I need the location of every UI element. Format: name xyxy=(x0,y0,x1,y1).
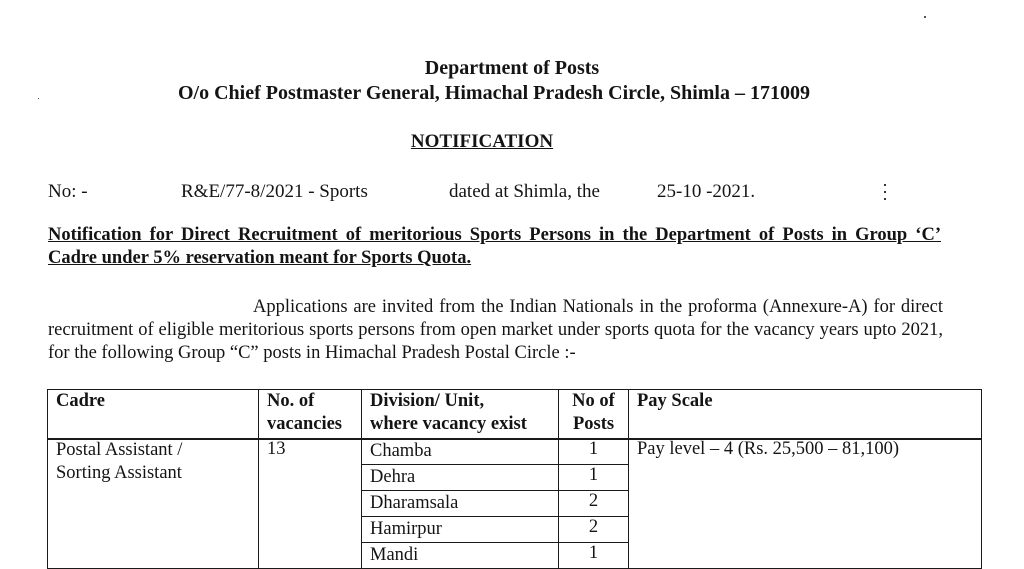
header-pay-scale: Pay Scale xyxy=(629,390,982,440)
body-paragraph-text: Applications are invited from the Indian Nationals in the proforma (Annexure-A) for direct recruitment of eligible meritorious sports persons from open market under sports quota for the vacancy years upto 2021, for the following Group “C” posts in Himachal Pradesh Postal Circle :- xyxy=(48,297,943,363)
scan-speck xyxy=(38,98,39,99)
scan-marks xyxy=(884,184,888,205)
vacancy-table xyxy=(47,389,982,440)
division-unit: Dharamsala xyxy=(362,491,559,517)
ref-no-label: No: - xyxy=(48,181,88,202)
department-title: Department of Posts xyxy=(424,57,600,79)
division-unit: Mandi xyxy=(362,543,559,569)
pay-scale-cell: Pay level – 4 (Rs. 25,500 – 81,100) xyxy=(629,439,982,569)
scan-speck xyxy=(924,16,926,18)
header-posts: No of Posts xyxy=(559,390,629,440)
ref-dated-label: dated at Shimla, the xyxy=(449,181,600,202)
division-unit: Dehra xyxy=(362,465,559,491)
division-posts: 1 xyxy=(559,543,629,569)
division-posts: 2 xyxy=(559,491,629,517)
header-vacancies: No. of vacancies xyxy=(259,390,362,440)
header-cadre: Cadre xyxy=(48,390,259,440)
division-unit: Hamirpur xyxy=(362,517,559,543)
notification-heading xyxy=(0,131,994,153)
vacancies-cell: 13 xyxy=(259,439,362,569)
table-row xyxy=(48,439,982,465)
vacancy-table-body xyxy=(47,438,982,569)
division-posts: 1 xyxy=(559,465,629,491)
body-paragraph xyxy=(48,296,943,365)
ref-number: R&E/77-8/2021 - Sports xyxy=(181,181,368,202)
office-address: O/o Chief Postmaster General, Himachal Pradesh Circle, Shimla – 171009 xyxy=(178,82,810,104)
cadre-cell: Postal Assistant / Sorting Assistant xyxy=(48,439,259,569)
header-division: Division/ Unit, where vacancy exist xyxy=(362,390,559,440)
division-unit: Chamba xyxy=(362,439,559,465)
division-posts: 2 xyxy=(559,517,629,543)
division-posts: 1 xyxy=(559,439,629,465)
notification-heading-text: NOTIFICATION xyxy=(410,131,554,152)
subject-line: Notification for Direct Recruitment of meritorious Sports Persons in the Department of Posts in Group ‘C’ Cadre under 5% reservation meant for Sports Quota. xyxy=(48,225,941,268)
table-header-row xyxy=(48,390,982,440)
ref-date: 25-10 -2021. xyxy=(657,181,756,202)
